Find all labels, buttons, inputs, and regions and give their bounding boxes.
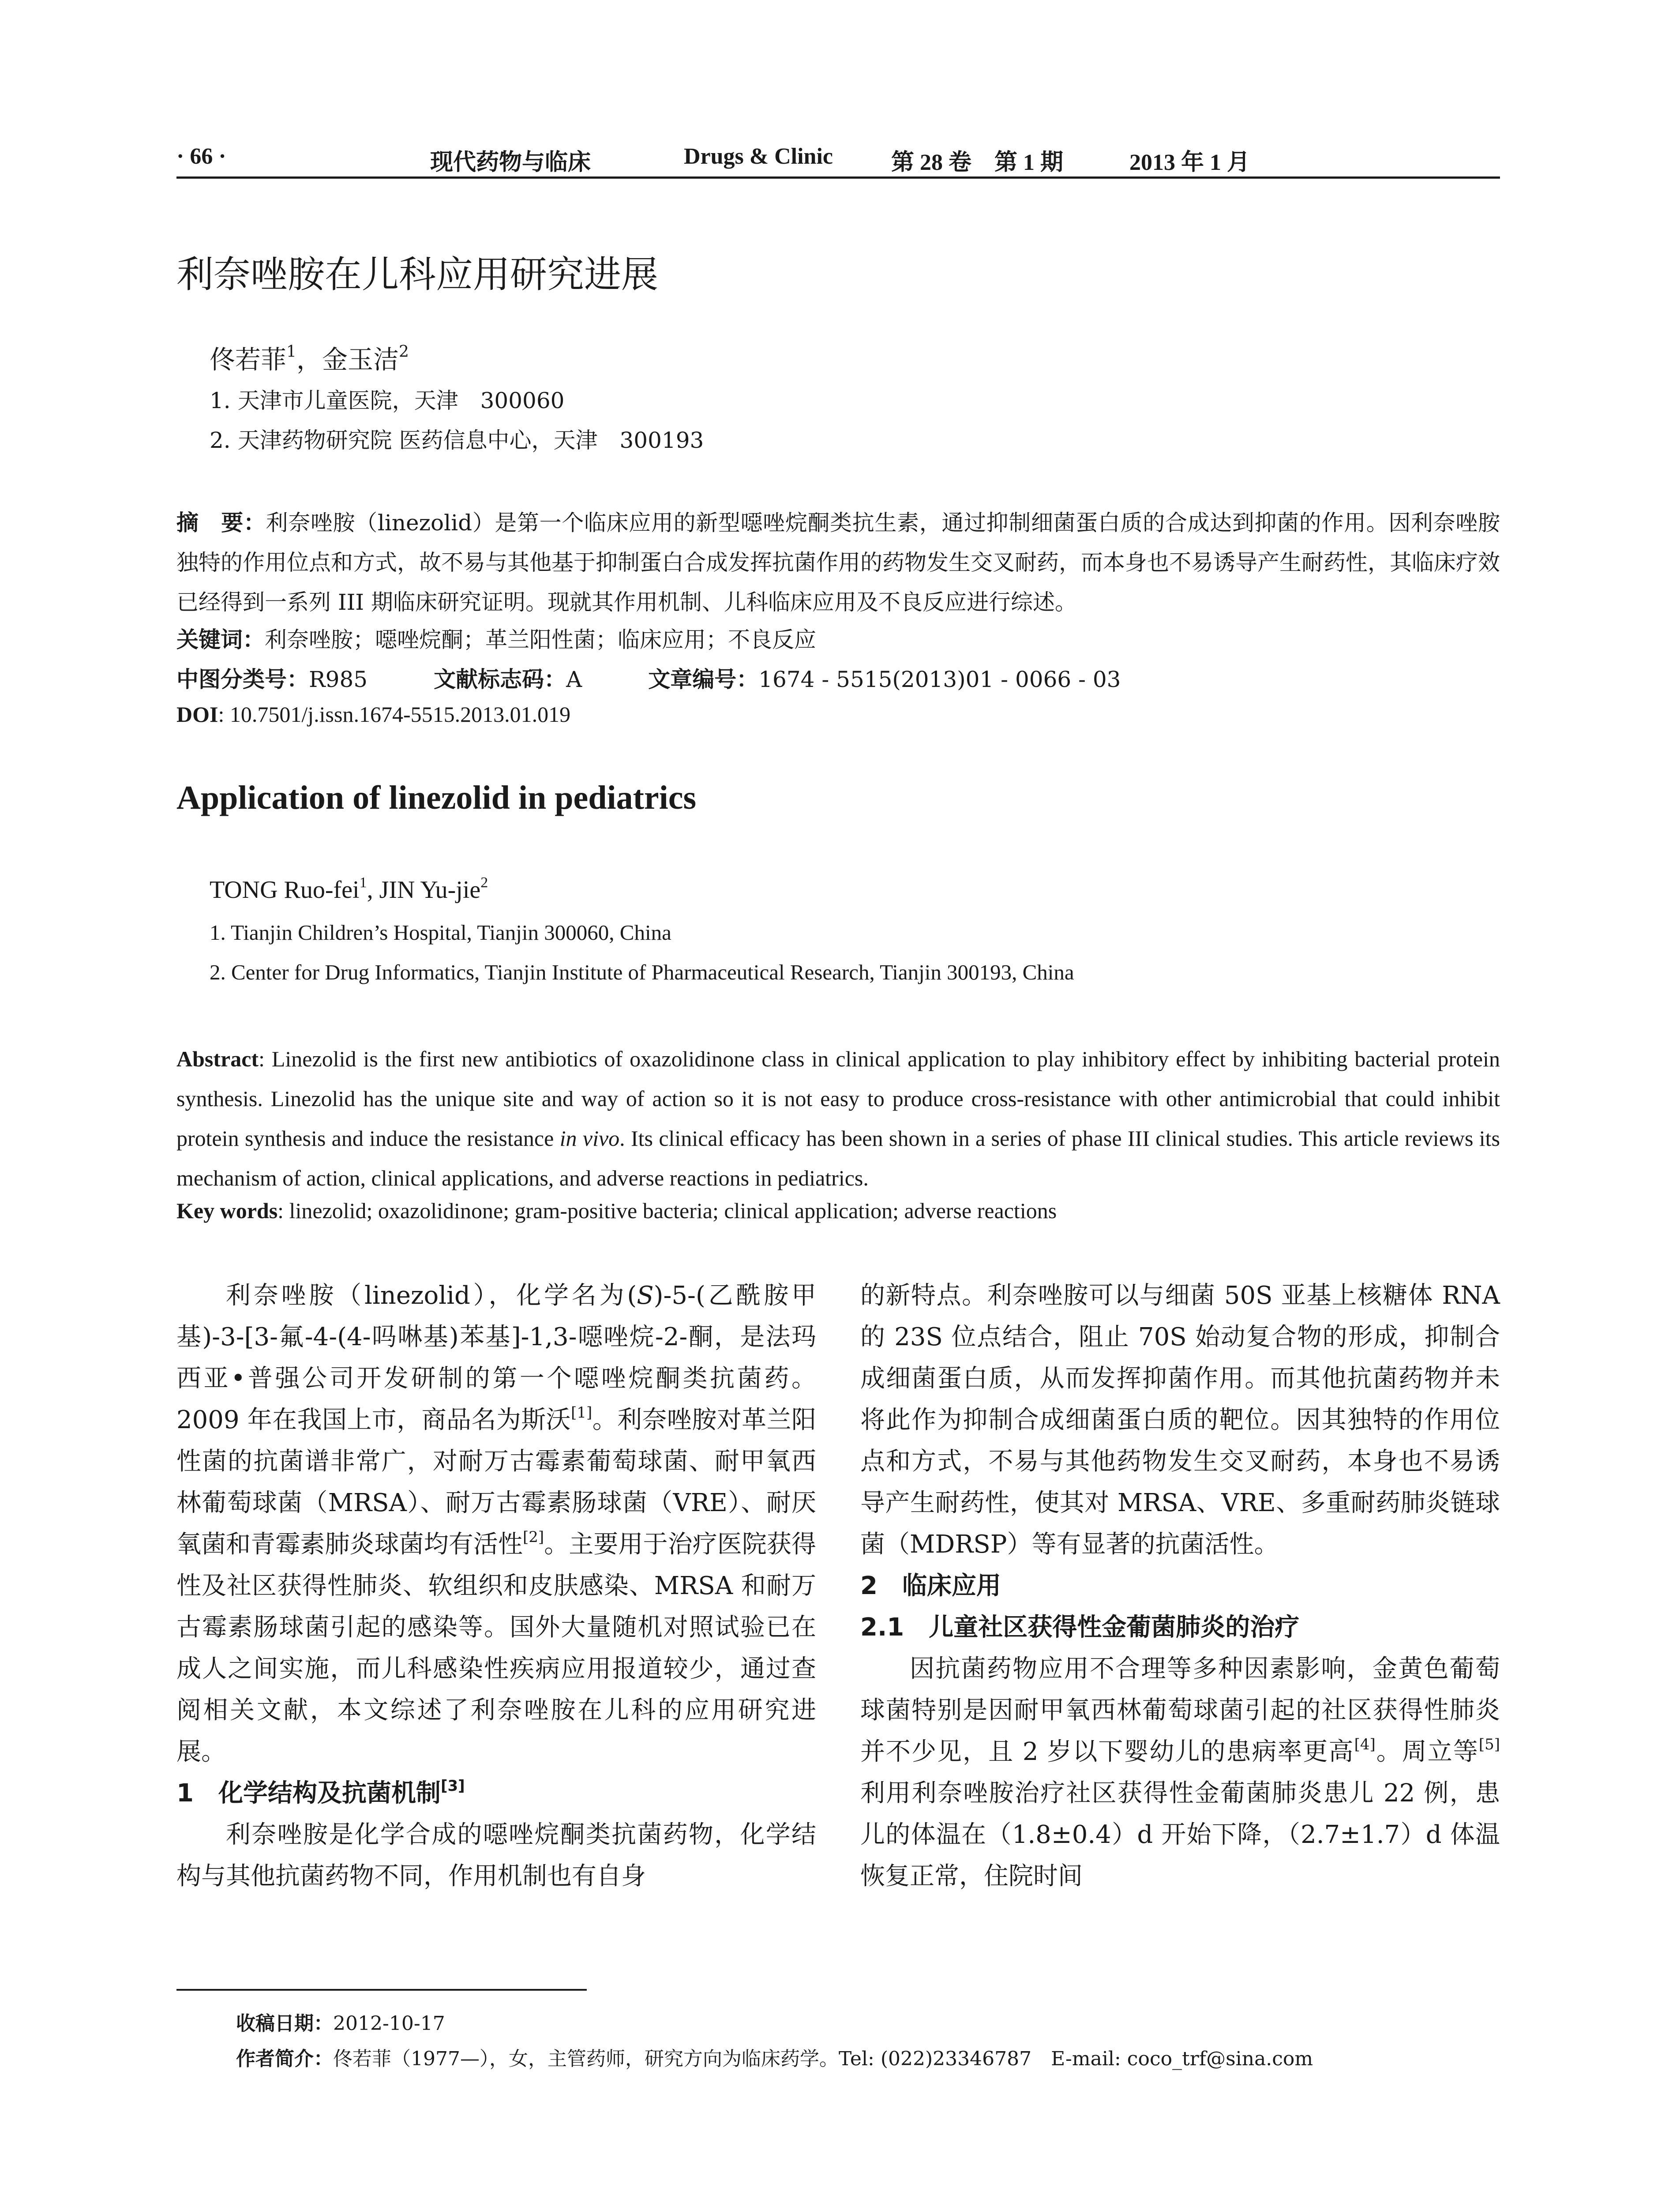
keywords-en xyxy=(176,1198,1057,1223)
abstract-en-text-1: : Linezolid is the first new antibiotics of oxazolidinone class in clinical application to play inhibitory effect by inhibiting bacterial protein synthesis. Linezolid has the unique site and way of action so it is not easy to produce cross-resistance with other antimicrobial that could inhibit protein synthesis and induce the resistance xyxy=(176,1047,1500,1151)
journal-title-en: Drugs & Clinic xyxy=(684,144,833,169)
intro-text-2: )-5-(乙酰胺甲基)-3-[3-氟-4-(4-吗啉基)苯基]-1,3-噁唑烷-2-酮，是法玛西亚•普强公司开发研制的第一个噁唑烷酮类抗菌药。2009 年在我国上市，商品名为斯沃 xyxy=(176,1281,816,1434)
authors-en xyxy=(210,876,488,904)
abstract-en-italic: in vivo xyxy=(559,1126,620,1151)
affiliation-en-2: 2. Center for Drug Informatics, Tianjin Institute of Pharmaceutical Research, Tianjin 300193, China xyxy=(210,960,1074,984)
section-1-paragraph-cont: 的新特点。利奈唑胺可以与细菌 50S 亚基上核糖体 RNA 的 23S 位点结合，阻止 70S 始动复合物的形成，抑制合成细菌蛋白质，从而发挥抑菌作用。而其他抗菌药物并未将此作为抑制合成细菌蛋白质的靶位。因其独特的作用位点和方式，不易与其他药物发生交叉耐药，本身也不易诱导产生耐药性，使其对 MRSA、VRE、多重耐药肺炎链球菌（MDRSP）等有显著的抗菌活性。 xyxy=(860,1281,1500,1559)
s21-text-3: 利用利奈唑胺治疗社区获得性金葡菌肺炎患儿 22 例，患儿的体温在（1.8±0.4）d 开始下降，（2.7±1.7）d 体温恢复正常，住院时间 xyxy=(860,1779,1500,1891)
section-1-heading xyxy=(176,1773,816,1814)
section-1-paragraph: 利奈唑胺是化学合成的噁唑烷酮类抗菌药物，化学结构与其他抗菌药物不同，作用机制也有自身 xyxy=(176,1820,816,1891)
author-en-2-affil: 2 xyxy=(480,874,488,891)
keywords-cn-text: 利奈唑胺；噁唑烷酮；革兰阳性菌；临床应用；不良反应 xyxy=(265,627,816,653)
citation-4: [4] xyxy=(1354,1736,1376,1753)
keywords-cn-label: 关键词： xyxy=(176,627,265,653)
affiliation-en-1: 1. Tianjin Children’s Hospital, Tianjin 300060, China xyxy=(210,920,671,945)
doi-label: DOI xyxy=(176,702,218,727)
body-column-left xyxy=(176,1275,816,1897)
received-date xyxy=(236,2007,445,2036)
body-column-right xyxy=(860,1275,1500,1897)
affiliation-cn-1: 1. 天津市儿童医院，天津 300060 xyxy=(210,388,565,413)
article-title-en: Application of linezolid in pediatrics xyxy=(176,779,697,816)
doi-value: : 10.7501/j.issn.1674-5515.2013.01.019 xyxy=(218,702,571,727)
author-1: 佟若菲 xyxy=(210,345,287,375)
page-number: · 66 · xyxy=(176,144,226,169)
author-en-1-affil: 1 xyxy=(359,874,367,891)
s21-text-1: 因抗菌药物应用不合理等多种因素影响，金黄色葡萄球菌特别是因耐甲氧西林葡萄球菌引起的社区获得性肺炎并不少见，且 2 岁以下婴幼儿的患病率更高 xyxy=(860,1654,1500,1766)
author-1-affil: 1 xyxy=(286,343,296,361)
author-separator: ， xyxy=(296,345,322,375)
authors-cn xyxy=(210,339,409,376)
received-value: 2012-10-17 xyxy=(333,2012,445,2035)
footnote-rule xyxy=(176,1989,587,1991)
classification-line xyxy=(176,662,1121,694)
abstract-cn-label: 摘 要： xyxy=(176,510,266,536)
bio-value: 佟若菲（1977—），女，主管药师，研究方向为临床药学。Tel: (022)23346787 E-mail: coco_trf@sina.com xyxy=(333,2048,1313,2070)
clc-label: 中图分类号： xyxy=(176,667,309,692)
citation-5: [5] xyxy=(1478,1736,1500,1753)
section-2-1-paragraph xyxy=(860,1648,1500,1897)
keywords-cn xyxy=(176,622,816,654)
intro-paragraph xyxy=(176,1275,816,1773)
article-title-cn: 利奈唑胺在儿科应用研究进展 xyxy=(176,253,659,296)
abstract-en xyxy=(176,1039,1500,1198)
keywords-en-label: Key words xyxy=(176,1198,278,1223)
author-2-affil: 2 xyxy=(398,343,409,361)
volume-issue: 第 28 卷 第 1 期 xyxy=(891,150,1064,175)
bio-label: 作者简介： xyxy=(236,2048,333,2070)
intro-text-1: 利奈唑胺（linezolid），化学名为( xyxy=(226,1281,637,1310)
keywords-en-text: : linezolid; oxazolidinone; gram-positive bacteria; clinical application; adverse reactions xyxy=(278,1198,1057,1223)
author-2: 金玉洁 xyxy=(322,345,399,375)
section-2-heading: 2 临床应用 xyxy=(860,1572,1001,1600)
citation-2: [2] xyxy=(523,1528,544,1546)
section-1-title: 1 化学结构及抗菌机制 xyxy=(176,1779,441,1808)
clc-value: R985 xyxy=(309,667,368,692)
abstract-cn-text: 利奈唑胺（linezolid）是第一个临床应用的新型噁唑烷酮类抗生素，通过抑制细菌蛋白质的合成达到抑菌的作用。因利奈唑胺独特的作用位点和方式，故不易与其他基于抑制蛋白合成发挥抗菌作用的药物发生交叉耐药，而本身也不易诱导产生耐药性，其临床疗效已经得到一系列 III 期临床研究证明。现就其作用机制、儿科临床应用及不良反应进行综述。 xyxy=(176,510,1500,615)
author-bio xyxy=(236,2043,1313,2071)
doc-code-label: 文献标志码： xyxy=(434,667,566,692)
article-number-value: 1674 - 5515(2013)01 - 0066 - 03 xyxy=(758,667,1121,692)
journal-title-cn: 现代药物与临床 xyxy=(430,150,591,175)
section-2-1-heading: 2.1 儿童社区获得性金葡菌肺炎的治疗 xyxy=(860,1613,1300,1642)
header-rule xyxy=(176,176,1500,179)
intro-italic-s: S xyxy=(637,1281,654,1310)
citation-1: [1] xyxy=(571,1404,592,1422)
abstract-en-label: Abstract xyxy=(176,1047,259,1071)
doc-code-value: A xyxy=(566,667,582,692)
issue-date: 2013 年 1 月 xyxy=(1129,150,1250,175)
intro-text-4: 。主要用于治疗医院获得性及社区获得性肺炎、软组织和皮肤感染、MRSA 和耐万古霉素肠球菌引起的感染等。国外大量随机对照试验已在成人之间实施，而儿科感染性疾病应用报道较少，通过查阅相关文献，本文综述了利奈唑胺在儿科的应用研究进展。 xyxy=(176,1530,817,1766)
abstract-en-text-2: . Its clinical efficacy has been shown in a series of phase III clinical studies. This article reviews its mechanism of action, clinical applications, and adverse reactions in pediatrics. xyxy=(176,1126,1500,1190)
abstract-cn xyxy=(176,503,1500,622)
received-label: 收稿日期： xyxy=(236,2012,333,2035)
author-en-1: TONG Ruo-fei xyxy=(210,876,360,904)
author-en-separator: , xyxy=(367,876,379,904)
author-en-2: JIN Yu-jie xyxy=(379,876,481,904)
article-number-label: 文章编号： xyxy=(648,667,759,692)
doi-line xyxy=(176,702,570,727)
s21-text-2: 。周立等 xyxy=(1375,1737,1479,1766)
citation-3: [3] xyxy=(440,1777,465,1795)
intro-text-3: 。利奈唑胺对革兰阳性菌的抗菌谱非常广，对耐万古霉素葡萄球菌、耐甲氧西林葡萄球菌（MRSA）、耐万古霉素肠球菌（VRE）、耐厌氧菌和青霉素肺炎球菌均有活性 xyxy=(176,1406,816,1559)
affiliation-cn-2: 2. 天津药物研究院 医药信息中心，天津 300193 xyxy=(210,428,704,453)
